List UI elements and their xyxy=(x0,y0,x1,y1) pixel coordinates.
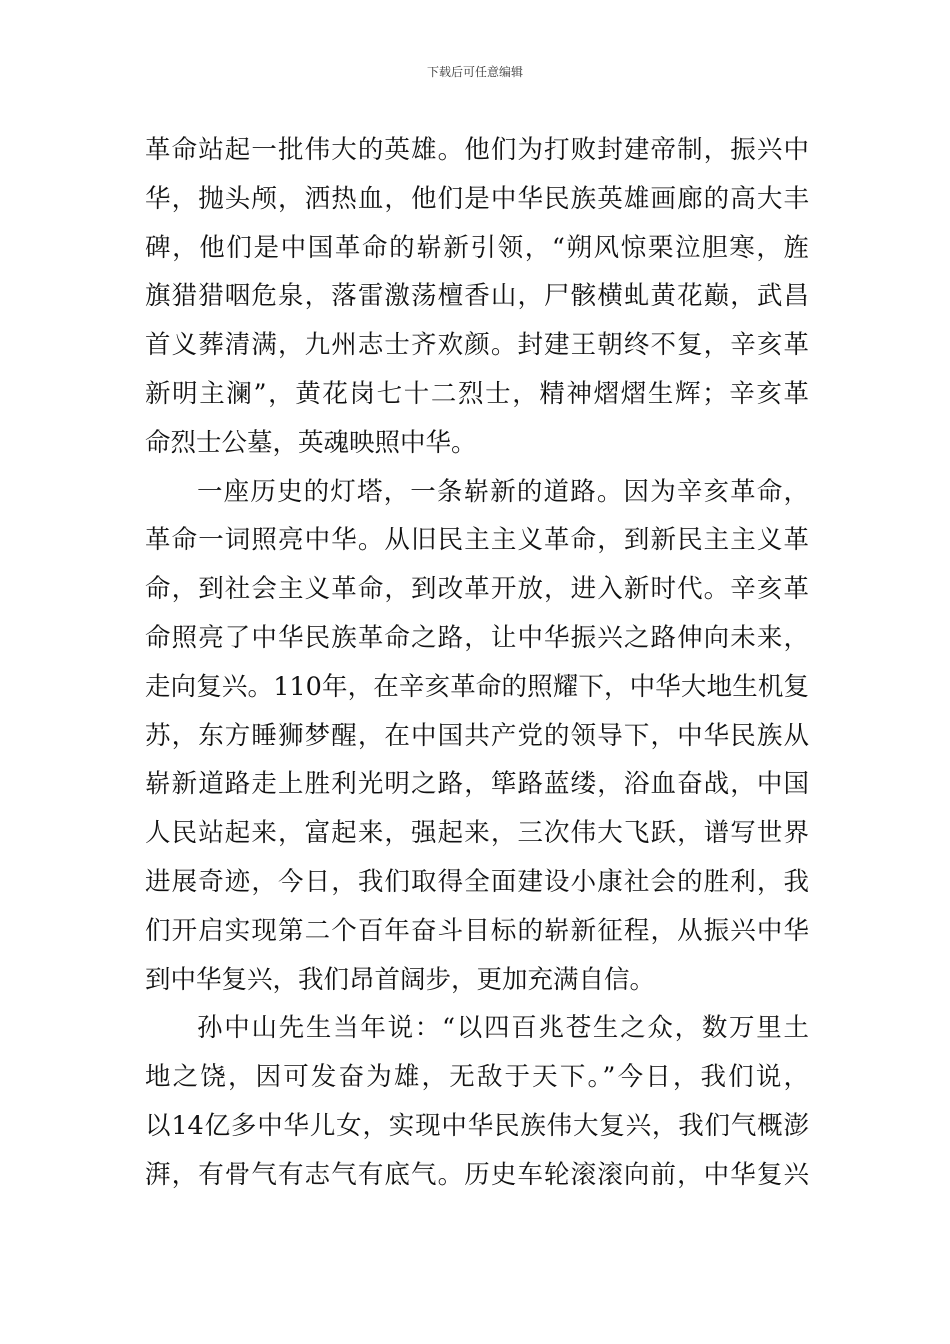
paragraph-3-line: 孙中山先生当年说：“以四百兆苍生之众，数万里土 xyxy=(197,1013,809,1044)
paragraph-1-line: 华，抛头颅，洒热血，他们是中华民族英雄画廊的高大丰 xyxy=(145,183,809,214)
paragraph-2-line: 到中华复兴，我们昂首阔步，更加充满自信。 xyxy=(145,964,656,995)
paragraph-2-line: 进展奇迹，今日，我们取得全面建设小康社会的胜利，我 xyxy=(145,866,809,897)
paragraph-1-line: 旗猎猎咽危泉，落雷激荡檀香山，尸骸横虬黄花巅，武昌 xyxy=(145,281,809,312)
paragraph-1-line: 新明主澜”，黄花岗七十二烈士，精神熠熠生辉；辛亥革 xyxy=(145,378,809,409)
body-text xyxy=(145,126,809,1200)
paragraph-1-line: 革命站起一批伟大的英雄。他们为打败封建帝制，振兴中 xyxy=(145,135,809,165)
paragraph-2-line: 人民站起来，富起来，强起来，三次伟大飞跃，谱写世界 xyxy=(145,818,809,849)
paragraph-2-line: 一座历史的灯塔，一条崭新的道路。因为辛亥革命， xyxy=(197,476,809,507)
paragraph-2-line: 命，到社会主义革命，到改革开放，进入新时代。辛亥革 xyxy=(145,574,809,605)
paragraph-3-line: 地之饶，因可发奋为雄，无敌于天下。”今日，我们说， xyxy=(145,1062,809,1093)
paragraph-2-line: 们开启实现第二个百年奋斗目标的崭新征程，从振兴中华 xyxy=(145,915,809,946)
paragraph-1-line: 碑，他们是中国革命的崭新引领，“朔风惊栗泣胆寒，旌 xyxy=(145,232,809,263)
paragraph-1-line: 首义葬清满，九州志士齐欢颜。封建王朝终不复，辛亥革 xyxy=(145,330,809,361)
paragraph-2-line: 命照亮了中华民族革命之路，让中华振兴之路伸向未来， xyxy=(145,622,809,653)
page-header: 下载后可任意编辑 xyxy=(426,65,523,79)
paragraph-2-line: 苏，东方睡狮梦醒，在中国共产党的领导下，中华民族从 xyxy=(145,720,809,751)
paragraph-2-line: 革命一词照亮中华。从旧民主主义革命，到新民主主义革 xyxy=(145,525,809,556)
paragraph-2-line: 走向复兴。110年，在辛亥革命的照耀下，中华大地生机复 xyxy=(145,671,809,702)
paragraph-3-line: 湃，有骨气有志气有底气。历史车轮滚滚向前，中华复兴 xyxy=(145,1159,809,1190)
paragraph-2-line: 崭新道路走上胜利光明之路，筚路蓝缕，浴血奋战，中国 xyxy=(145,769,809,800)
paragraph-3-line: 以14亿多中华儿女，实现中华民族伟大复兴，我们气概澎 xyxy=(145,1110,809,1141)
paragraph-1-line: 命烈士公墓，英魂映照中华。 xyxy=(145,427,477,458)
